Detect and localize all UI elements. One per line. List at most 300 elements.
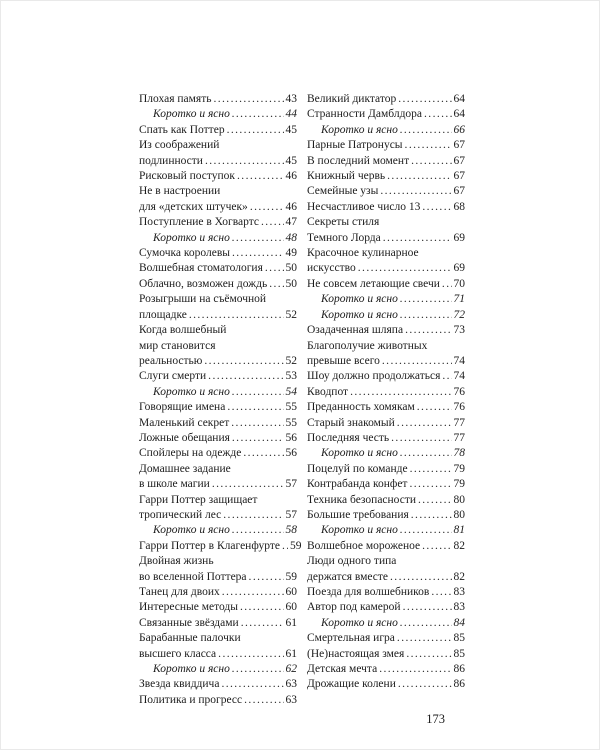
toc-entry-title: Темного Лорда <box>307 231 381 244</box>
toc-entry-title: Ложные обещания <box>139 431 230 444</box>
toc-entry-title: Парные Патронусы <box>307 139 403 152</box>
toc-entry-page: 86 <box>453 663 465 676</box>
toc-entry-line <box>307 677 465 692</box>
toc-entry-line <box>307 570 465 585</box>
dot-leader <box>406 647 451 662</box>
toc-entry-title: реальностью <box>139 354 203 367</box>
toc-entry-title: в школе магии <box>139 478 210 491</box>
toc-entry <box>307 184 465 199</box>
toc-entry-title: подлинности <box>139 154 203 167</box>
toc-entry-page: 72 <box>453 308 465 321</box>
toc-entry-line <box>307 92 465 107</box>
toc-entry <box>307 246 465 277</box>
toc-entry <box>307 154 465 169</box>
toc-entry-page: 66 <box>453 123 465 136</box>
toc-entry-line <box>139 184 297 199</box>
toc-entry-title: Детская мечта <box>307 663 378 676</box>
dot-leader <box>213 92 283 107</box>
toc-entry-page: 61 <box>285 616 297 629</box>
toc-entry <box>307 339 465 370</box>
toc-entry-line <box>307 539 465 554</box>
toc-entry-line <box>307 354 465 369</box>
dot-leader <box>232 385 284 400</box>
toc-entry-title: Облачно, возможен дождь <box>139 277 268 290</box>
toc-entry-title: Странности Дамблдора <box>307 108 423 121</box>
toc-entry <box>307 585 465 600</box>
toc-entry-line <box>307 107 465 122</box>
toc-entry-page: 80 <box>453 508 465 521</box>
toc-entry-title: искусство <box>307 262 356 275</box>
dot-leader <box>208 369 283 384</box>
toc-entry-line <box>139 92 297 107</box>
toc-entry-page: 43 <box>285 93 297 105</box>
dot-leader <box>405 138 452 153</box>
toc-entry <box>139 446 297 461</box>
toc-entry-title: высшего класса <box>139 647 217 660</box>
toc-entry <box>307 631 465 646</box>
toc-entry-line <box>139 369 297 384</box>
toc-entry-title: Старый знакомый <box>307 416 395 429</box>
toc-entry-line <box>139 323 297 338</box>
toc-entry <box>307 647 465 662</box>
toc-entry-title: Сумочка королевы <box>139 247 230 260</box>
dot-leader <box>411 154 451 169</box>
toc-entry <box>307 431 465 446</box>
dot-leader <box>249 570 284 585</box>
toc-entry-line <box>139 554 297 569</box>
dot-leader <box>232 431 284 446</box>
dot-leader <box>400 446 452 461</box>
dot-leader <box>227 400 283 415</box>
toc-entry-line <box>139 354 297 369</box>
dot-leader <box>218 647 283 662</box>
toc-entry-page: 84 <box>453 616 465 629</box>
toc-entry-page: 73 <box>453 324 465 337</box>
toc-entry-page: 50 <box>285 262 297 275</box>
dot-leader <box>409 477 451 492</box>
toc-entry-line <box>139 693 297 708</box>
toc-entry-line <box>307 339 465 354</box>
toc-entry-line <box>153 662 297 677</box>
dot-leader <box>240 600 284 615</box>
dot-leader <box>189 308 284 323</box>
dot-leader <box>269 277 283 292</box>
toc-entry-page: 71 <box>453 293 465 306</box>
dot-leader <box>398 677 452 692</box>
toc-entry <box>139 493 297 524</box>
toc-entry-title: Дрожащие колени <box>307 678 396 691</box>
dot-leader <box>400 523 452 538</box>
toc-entry-page: 56 <box>285 447 297 460</box>
toc-entry-title: Несчастливое число 13 <box>307 200 421 213</box>
toc-entry <box>139 277 297 292</box>
toc-entry-page: 86 <box>453 678 465 691</box>
toc-entry-page: 49 <box>285 247 297 260</box>
toc-entry-page: 55 <box>285 401 297 414</box>
toc-column-right <box>307 92 465 708</box>
toc-entry-title: Из соображений <box>139 139 220 152</box>
toc-entry-page: 81 <box>453 524 465 537</box>
toc-entry-page: 53 <box>285 370 297 383</box>
toc-entry-line <box>307 369 465 384</box>
toc-entry-line <box>139 539 302 554</box>
toc-entry <box>139 631 297 662</box>
toc-entry-page: 79 <box>453 462 465 475</box>
dot-leader <box>380 184 451 199</box>
toc-entry-line <box>307 400 465 415</box>
toc-entry-page: 56 <box>285 431 297 444</box>
toc-entry-page: 48 <box>285 231 297 244</box>
dot-leader <box>250 200 284 215</box>
toc-entry-line <box>321 523 465 538</box>
toc-entry-line <box>139 339 297 354</box>
toc-entry-title: площадке <box>139 308 187 321</box>
dot-leader <box>400 616 452 631</box>
toc-entry <box>139 662 297 677</box>
toc-entry-title: Домашнее задание <box>139 462 231 475</box>
toc-entry-line <box>307 600 465 615</box>
toc-entry-line <box>139 138 297 153</box>
toc-entry <box>307 462 465 477</box>
toc-entry-page: 44 <box>285 108 297 121</box>
toc-entry-line <box>321 123 465 138</box>
toc-entry-title: Большие требования <box>307 508 409 521</box>
toc-entry-page: 47 <box>285 216 297 229</box>
toc-entry-line <box>139 631 297 646</box>
toc-entry-title: Волшебная стоматология <box>139 262 263 275</box>
toc-entry-line <box>307 215 465 230</box>
toc-entry <box>139 246 297 261</box>
toc-entry-title: Благополучие животных <box>307 339 428 352</box>
toc-entry-title: Танец для двоих <box>139 586 220 598</box>
toc-entry-title: Барабанные палочки <box>139 632 241 645</box>
toc-entry-title: Коротко и ясно <box>321 447 398 460</box>
toc-column-left <box>139 92 302 708</box>
toc-entry <box>307 323 465 338</box>
toc-entry-page: 77 <box>453 431 465 444</box>
toc-entry-line <box>153 385 297 400</box>
dot-leader <box>442 369 451 384</box>
toc-entry-line <box>139 169 297 184</box>
toc-entry-title: Техника безопасности <box>307 493 416 506</box>
toc-entry <box>307 416 465 431</box>
toc-entry <box>307 200 465 215</box>
toc-entry-line <box>139 600 297 615</box>
toc-entry-line <box>139 508 297 523</box>
toc-entry-page: 60 <box>285 586 297 598</box>
toc-entry-page: 76 <box>453 385 465 398</box>
toc-entry <box>307 616 465 631</box>
toc-entry <box>139 539 302 554</box>
toc-entry <box>139 385 297 400</box>
toc-entry-page: 58 <box>285 524 297 537</box>
dot-leader <box>403 600 452 615</box>
toc-entry-line <box>153 523 297 538</box>
toc-entry-page: 77 <box>453 416 465 429</box>
toc-entry-title: Говорящие имена <box>139 401 226 414</box>
toc-entry <box>139 431 297 446</box>
toc-entry-line <box>139 462 297 477</box>
toc-entry-line <box>139 585 297 600</box>
toc-entry-title: Красочное кулинарное <box>307 247 419 260</box>
toc-entry-line <box>307 554 465 569</box>
toc-entry-title: В последний момент <box>307 154 410 167</box>
toc-entry-title: во вселенной Поттера <box>139 570 247 583</box>
toc-entry-line <box>307 231 465 246</box>
toc-entry-page: 70 <box>453 277 465 290</box>
toc-entry <box>307 400 465 415</box>
toc-entry-line <box>307 138 465 153</box>
toc-entry-title: Звезда квиддича <box>139 678 220 691</box>
toc-entry-title: Кводпот <box>307 385 349 398</box>
toc-entry-line <box>307 431 465 446</box>
dot-leader <box>382 354 452 369</box>
toc-entry-title: Коротко и ясно <box>153 231 230 244</box>
toc-entry <box>307 215 465 246</box>
dot-leader <box>400 292 452 307</box>
toc-entry-page: 80 <box>453 493 465 506</box>
toc-entry-line <box>307 154 465 169</box>
toc-entry-line <box>307 385 465 400</box>
toc-entry-page: 67 <box>453 170 465 183</box>
toc-entry-page: 79 <box>453 478 465 491</box>
toc-entry-title: Озадаченная шляпа <box>307 324 404 337</box>
toc-entry-line <box>153 231 297 246</box>
toc-entry-title: Преданность хомякам <box>307 401 415 414</box>
dot-leader <box>227 123 284 138</box>
toc-entry <box>307 477 465 492</box>
toc-entry-title: Коротко и ясно <box>321 308 398 321</box>
toc-entry-page: 82 <box>453 539 465 552</box>
dot-leader <box>232 231 284 246</box>
toc-entry-line <box>139 308 297 323</box>
toc-entry-title: Великий диктатор <box>307 93 397 105</box>
toc-entry-title: Коротко и ясно <box>321 293 398 306</box>
toc-entry-line <box>321 446 465 461</box>
dot-leader <box>383 231 452 246</box>
dot-leader <box>204 354 283 369</box>
toc-entry-page: 64 <box>453 93 465 105</box>
toc-entry <box>307 138 465 153</box>
toc-entry <box>307 169 465 184</box>
toc-entry-page: 63 <box>285 693 297 706</box>
toc-entry-page: 69 <box>453 231 465 244</box>
toc-entry-title: Гарри Поттер защищает <box>139 493 258 506</box>
toc-entry-title: мир становится <box>139 339 216 352</box>
toc-entry-title: Коротко и ясно <box>153 524 230 537</box>
toc-entry-line <box>139 277 297 292</box>
toc-entry-line <box>139 647 297 662</box>
toc-entry-line <box>307 477 465 492</box>
toc-entry <box>307 539 465 554</box>
toc-entry <box>139 92 297 107</box>
toc-entry-line <box>139 477 297 492</box>
toc-entry-line <box>307 493 465 508</box>
table-of-contents <box>139 92 465 708</box>
toc-entry-page: 60 <box>285 601 297 614</box>
toc-entry-line <box>153 107 297 122</box>
toc-entry-line <box>307 184 465 199</box>
toc-entry-page: 50 <box>285 277 297 290</box>
toc-entry-page: 61 <box>285 647 297 660</box>
dot-leader <box>358 261 452 276</box>
toc-entry <box>139 123 297 138</box>
toc-entry <box>139 169 297 184</box>
toc-entry-line <box>307 246 465 261</box>
toc-entry-title: Гарри Поттер в Клагенфурте <box>139 539 280 552</box>
toc-entry-line <box>307 323 465 338</box>
toc-entry <box>307 493 465 508</box>
dot-leader <box>410 462 452 477</box>
dot-leader <box>350 385 451 400</box>
toc-entry <box>139 616 297 631</box>
toc-entry-title: Семейные узы <box>307 185 379 198</box>
dot-leader <box>223 508 283 523</box>
toc-entry-line <box>139 446 297 461</box>
toc-entry-page: 63 <box>285 678 297 691</box>
toc-entry-line <box>321 292 465 307</box>
toc-entry <box>307 123 465 138</box>
toc-entry-title: Рисковый поступок <box>139 170 236 183</box>
toc-entry-title: Шоу должно продолжаться <box>307 370 441 383</box>
dot-leader <box>261 215 284 230</box>
toc-entry <box>307 308 465 323</box>
toc-entry <box>307 277 465 292</box>
toc-entry-line <box>139 200 297 215</box>
toc-entry-title: держатся вместе <box>307 570 389 583</box>
toc-entry-line <box>321 616 465 631</box>
toc-entry <box>307 523 465 538</box>
toc-entry-line <box>139 416 297 431</box>
dot-leader <box>232 107 284 122</box>
dot-leader <box>231 416 283 431</box>
toc-entry-line <box>139 431 297 446</box>
toc-entry-line <box>321 308 465 323</box>
dot-leader <box>390 570 451 585</box>
toc-entry-title: Спойлеры на одежде <box>139 447 242 460</box>
dot-leader <box>237 169 283 184</box>
dot-leader <box>244 693 283 708</box>
toc-entry-line <box>139 261 297 276</box>
dot-leader <box>397 416 452 431</box>
dot-leader <box>422 200 451 215</box>
toc-entry-title: Коротко и ясно <box>153 385 230 398</box>
toc-entry-line <box>139 677 297 692</box>
toc-entry-page: 57 <box>285 508 297 521</box>
toc-entry-page: 83 <box>453 601 465 614</box>
toc-entry-line <box>139 616 297 631</box>
toc-entry-title: превыше всего <box>307 354 380 367</box>
toc-entry-title: Книжный червь <box>307 170 386 183</box>
toc-entry <box>139 323 297 369</box>
toc-entry <box>307 554 465 585</box>
dot-leader <box>397 631 452 646</box>
toc-entry-line <box>307 169 465 184</box>
toc-entry-title: Смертельная игра <box>307 632 395 645</box>
toc-entry-page: 83 <box>453 586 465 598</box>
toc-entry-title: Политика и прогресс <box>139 693 243 706</box>
toc-entry-title: Коротко и ясно <box>153 108 230 121</box>
toc-entry-line <box>139 154 297 169</box>
dot-leader <box>232 523 284 538</box>
toc-entry-line <box>307 647 465 662</box>
toc-entry-line <box>307 416 465 431</box>
dot-leader <box>398 92 451 107</box>
toc-entry-title: Маленький секрет <box>139 416 230 429</box>
toc-entry <box>307 446 465 461</box>
toc-entry-page: 45 <box>285 123 297 136</box>
toc-entry <box>139 462 297 493</box>
dot-leader <box>232 662 284 677</box>
dot-leader <box>422 539 451 554</box>
toc-entry-page: 67 <box>453 185 465 198</box>
dot-leader <box>243 446 283 461</box>
toc-entry <box>307 385 465 400</box>
dot-leader <box>405 323 451 338</box>
dot-leader <box>391 431 451 446</box>
dot-leader <box>232 246 284 261</box>
toc-entry-title: Спать как Поттер <box>139 123 225 136</box>
dot-leader <box>241 616 284 631</box>
toc-entry <box>139 231 297 246</box>
toc-entry-line <box>307 631 465 646</box>
dot-leader <box>221 677 283 692</box>
toc-entry-title: Секреты стиля <box>307 216 380 229</box>
toc-entry <box>139 585 297 600</box>
toc-entry-line <box>139 123 297 138</box>
toc-entry-page: 62 <box>285 663 297 676</box>
toc-entry-page: 76 <box>453 401 465 414</box>
dot-leader <box>431 585 451 600</box>
toc-entry-page: 68 <box>453 200 465 213</box>
toc-entry <box>139 107 297 122</box>
toc-entry-title: (Не)настоящая змея <box>307 647 405 660</box>
dot-leader <box>411 508 452 523</box>
toc-entry-line <box>307 261 465 276</box>
toc-entry-title: Поступление в Хогвартс <box>139 216 259 229</box>
toc-entry-title: Розыгрыши на съёмочной <box>139 293 267 306</box>
toc-entry <box>139 400 297 415</box>
toc-entry-page: 82 <box>453 570 465 583</box>
dot-leader <box>442 277 452 292</box>
toc-entry-line <box>307 585 465 600</box>
toc-entry-line <box>307 277 465 292</box>
toc-entry-page: 85 <box>453 647 465 660</box>
toc-entry-title: Когда волшебный <box>139 324 227 337</box>
toc-entry <box>139 184 297 215</box>
toc-entry-page: 54 <box>285 385 297 398</box>
dot-leader <box>417 400 452 415</box>
toc-entry <box>307 107 465 122</box>
toc-entry-line <box>139 493 297 508</box>
toc-entry <box>307 92 465 107</box>
toc-entry-page: 67 <box>453 139 465 152</box>
toc-entry-page: 59 <box>285 570 297 583</box>
toc-entry <box>139 292 297 323</box>
toc-entry-title: Слуги смерти <box>139 370 207 383</box>
toc-entry-line <box>139 215 297 230</box>
dot-leader <box>205 154 284 169</box>
toc-entry-page: 55 <box>285 416 297 429</box>
toc-entry-line <box>139 400 297 415</box>
toc-entry <box>139 677 297 692</box>
dot-leader <box>379 662 451 677</box>
toc-entry-title: Последняя честь <box>307 431 390 444</box>
toc-entry <box>139 138 297 169</box>
toc-entry-page: 45 <box>285 154 297 167</box>
toc-entry-page: 57 <box>285 478 297 491</box>
toc-entry <box>139 416 297 431</box>
